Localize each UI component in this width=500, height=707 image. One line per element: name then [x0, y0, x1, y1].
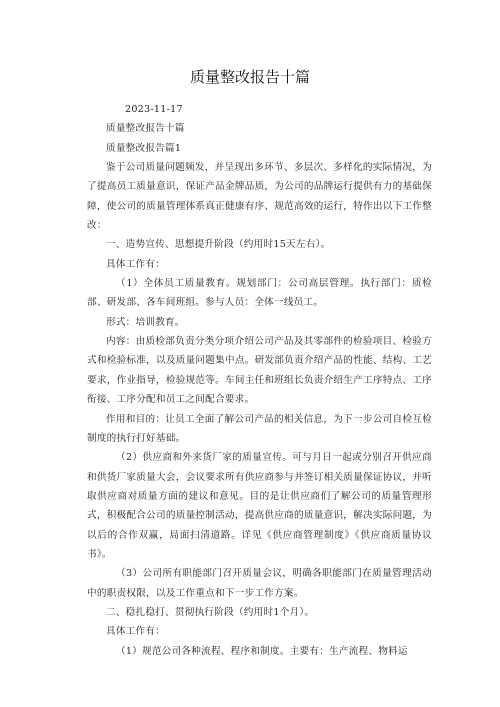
paragraph: （1）规范公司各种流程、程序和制度。主要有：生产流程、物料运 — [116, 645, 408, 657]
paragraph: 二、稳扎稳打、贯彻执行阶段（约用时1个月）。 — [106, 606, 315, 618]
paragraph: （3）公司所有职能部门召开质量会议，明确各职能部门在质量管理活动中的职责权限，以及工作重点和下一步工作方案。 — [87, 568, 432, 599]
section-heading: 质量整改报告篇1 — [106, 142, 182, 154]
paragraph: 一、造势宣传、思想提升阶段（约用时15天左右）。 — [106, 239, 331, 251]
document-date: 2023-11-17 — [125, 104, 183, 115]
paragraph: 具体工作有： — [106, 258, 166, 270]
paragraph: 鉴于公司质量问题频发，并呈现出多环节、多层次、多样化的实际情况，为了提高员工质量意识，保证产品金牌品质，为公司的品牌运行提供有力的基础保障，使公司的质量管理体系真正健康有序、规范高效的运行，特作出以下工作整改： — [87, 162, 432, 232]
document-subtitle: 质量整改报告十篇 — [106, 123, 185, 135]
document-title: 质量整改报告十篇 — [189, 68, 310, 86]
paragraph: 作用和目的：让员工全面了解公司产品的相关信息，为下一步公司自检互检制度的执行打好基础。 — [87, 413, 432, 444]
paragraph: 形式：培训教育。 — [106, 316, 185, 328]
paragraph: 具体工作有： — [106, 626, 166, 638]
paragraph: 内容：由质检部负责分类分项介绍公司产品及其零部件的检验项目、检验方式和检验标准，以及质量问题集中点。研发部负责介绍产品的性能、结构、工艺要求，作业指导，检验规范等。车间主任和班组长负责介绍生产工序特点、工序衔接、工序分配和员工之间配合要求。 — [87, 336, 432, 406]
document-body — [87, 100, 432, 661]
paragraph: （1）全体员工质量教育。规划部门：公司高层管理。执行部门：质检部、研发部、各车间班组。参与人员：全体一线员工。 — [87, 278, 432, 309]
paragraph: （2）供应商和外来货厂家的质量宣传。可与月日一起或分别召开供应商和供货厂家质量大会，会议要求所有供应商参与并签订相关质量保证协议，并听取供应商对质量方面的建议和意见。目的是让供应商们了解公司的质量管理形式，积极配合公司的质量控制活动，提高供应商的质量意识，解决实际问题，为以后的合作双赢，局面扫清道路。详见《供应商管理制度》《供应商质量协议书》。 — [87, 452, 432, 560]
